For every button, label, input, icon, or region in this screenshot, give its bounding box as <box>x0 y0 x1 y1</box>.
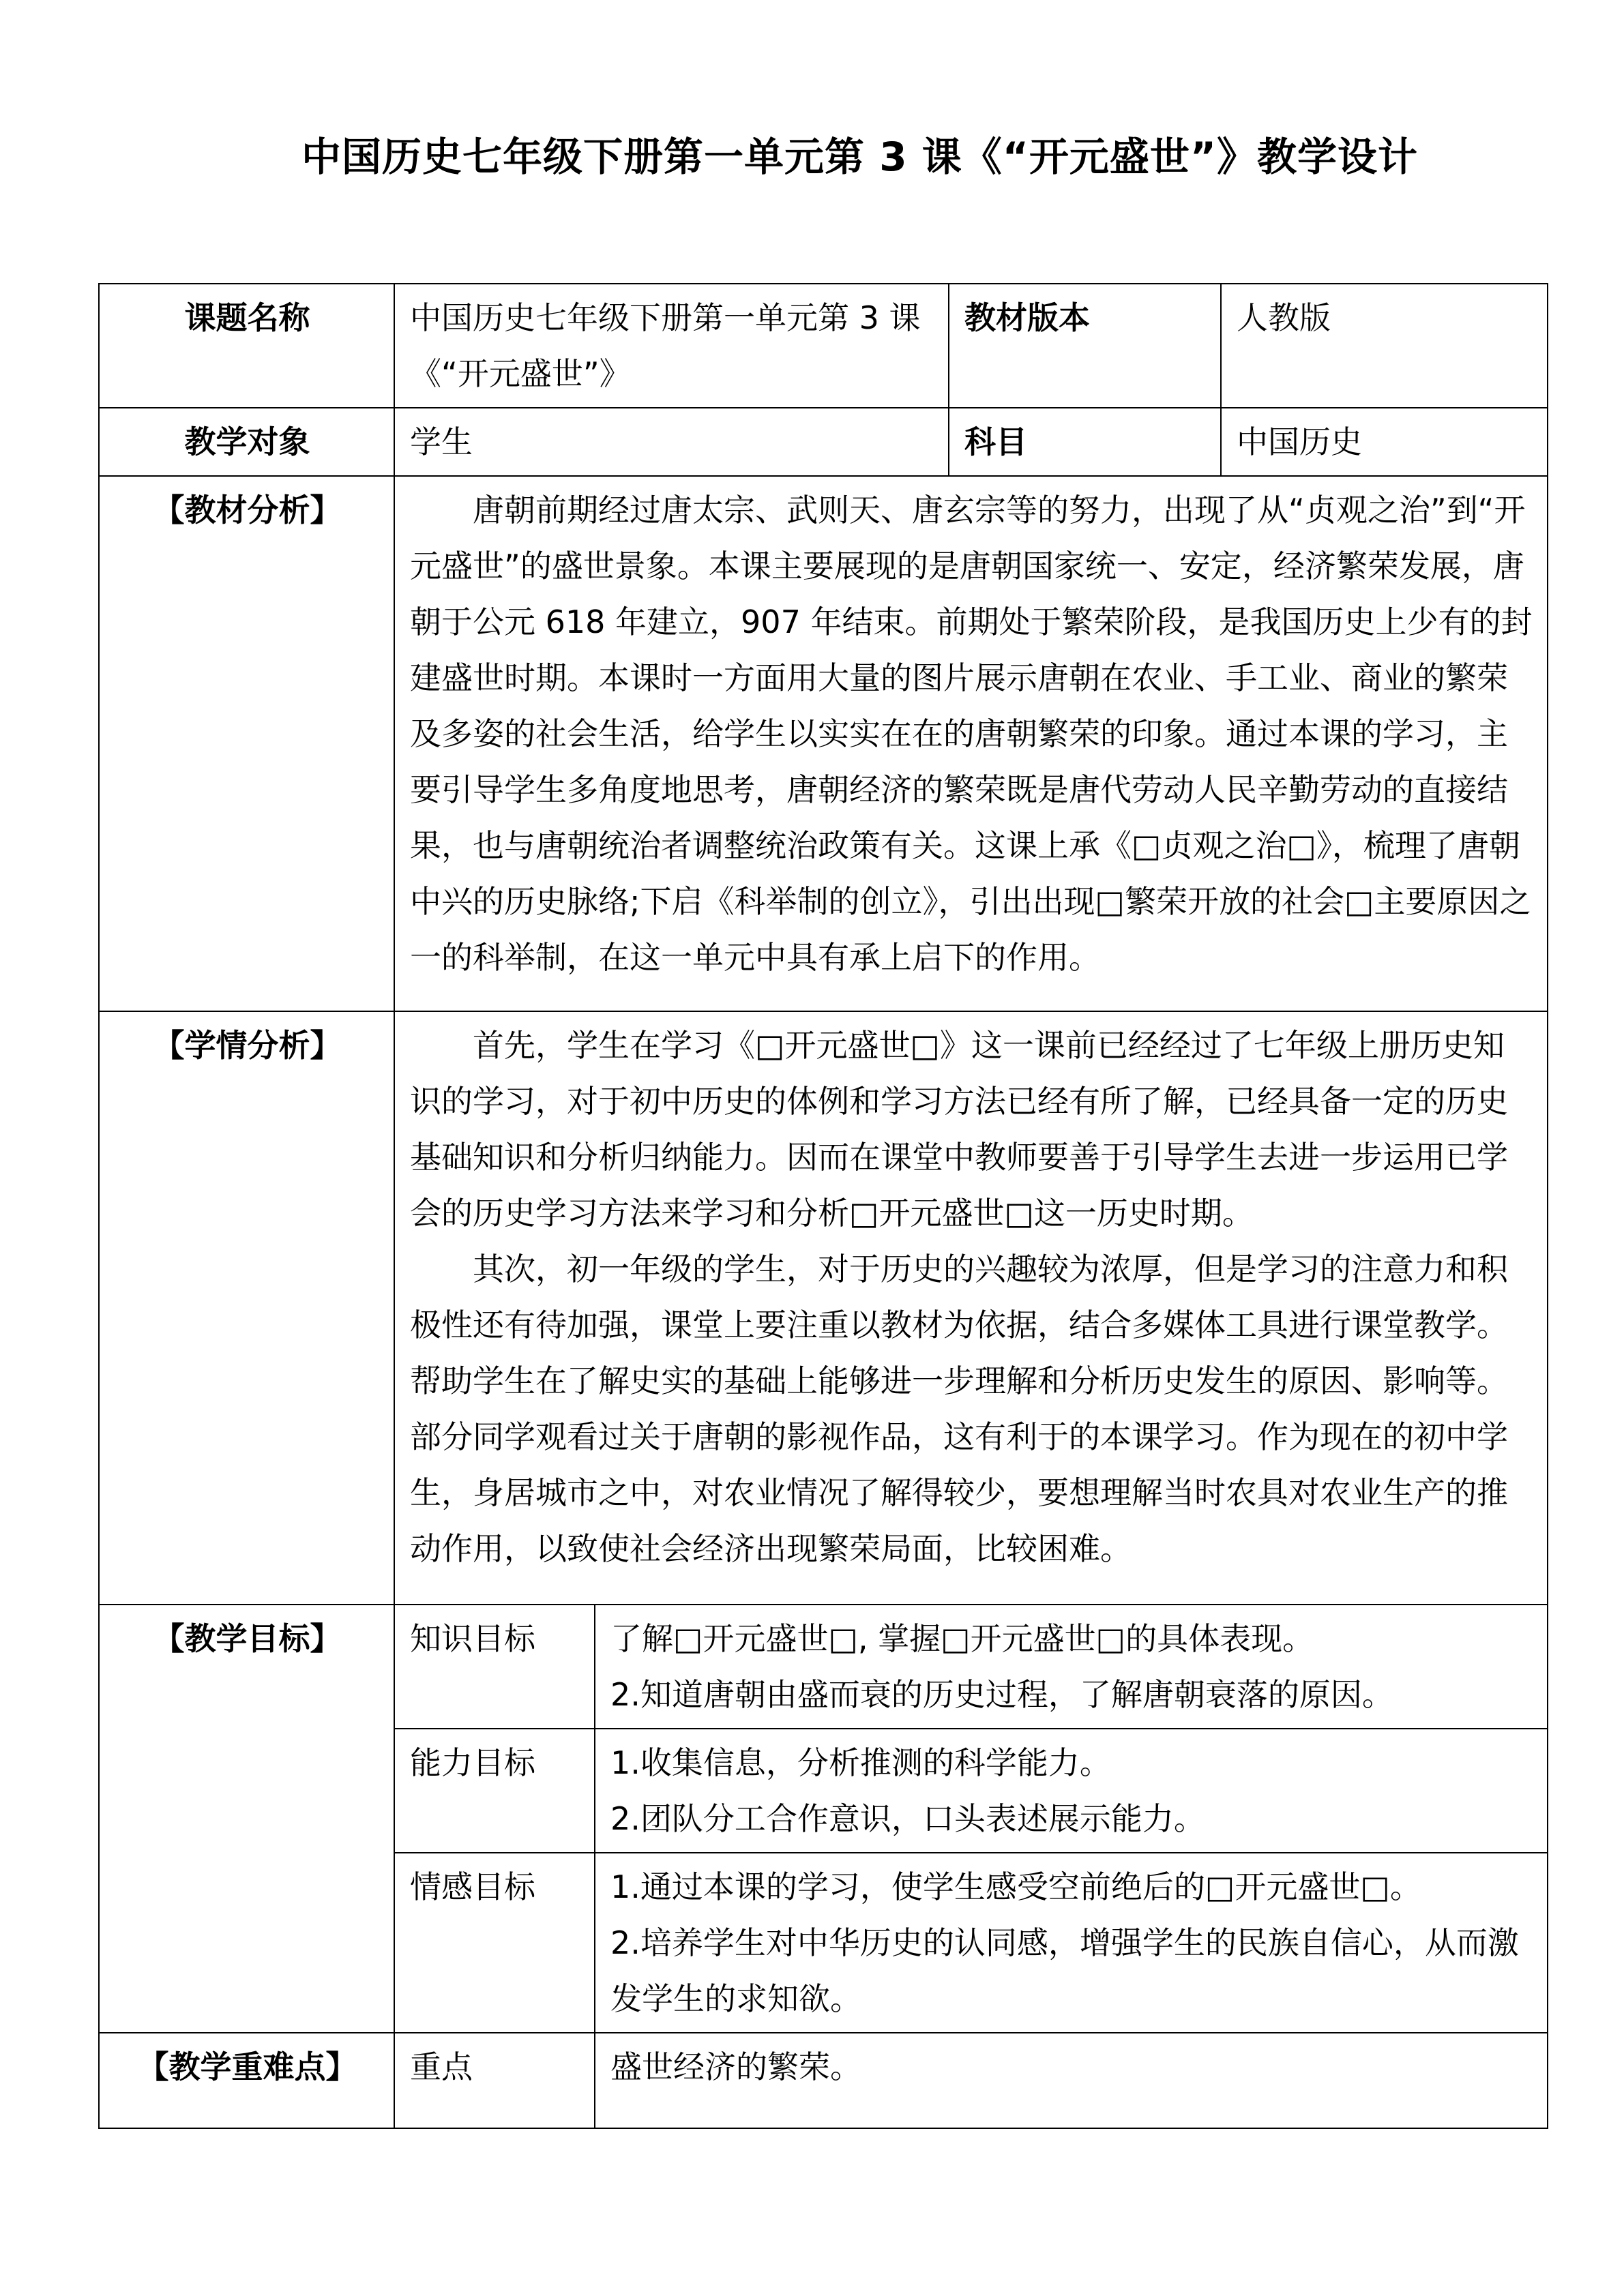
row-teaching-target <box>99 408 1548 476</box>
label-knowledge-objective: 知识目标 <box>394 1605 595 1729</box>
row-key-points <box>99 2033 1548 2128</box>
emotion-objective-line-1: 1.通过本课的学习，使学生感受空前绝后的□开元盛世□。 <box>610 1868 1421 1905</box>
lesson-plan-table <box>98 283 1548 2129</box>
label-materials-analysis: 【教材分析】 <box>99 476 394 1011</box>
row-student-analysis <box>99 1011 1548 1605</box>
knowledge-objective-cell <box>595 1605 1548 1729</box>
materials-analysis-text: 唐朝前期经过唐太宗、武则天、唐玄宗等的努力，出现了从“贞观之治”到“开元盛世”的盛世景象。本课主要展现的是唐朝国家统一、安定，经济繁荣发展，唐朝于公元 618 年建立，907 年结束。前期处于繁荣阶段，是我国历史上少有的封建盛世时期。本课时一方面用大量的图片展示唐朝在农业、手工业、商业的繁荣及多姿的社会生活，给学生以实实在在的唐朝繁荣的印象。通过本课的学习，主要引导学生多角度地思考，唐朝经济的繁荣既是唐代劳动人民辛勤劳动的直接结果，也与唐朝统治者调整统治政策有关。这课上承《□贞观之治□》，梳理了唐朝中兴的历史脉络;下启《科举制的创立》，引出出现□繁荣开放的社会□主要原因之一的科举制，在这一单元中具有承上启下的作用。 <box>410 492 1533 976</box>
knowledge-objective-line-1: 了解□开元盛世□, 掌握□开元盛世□的具体表现。 <box>610 1620 1314 1657</box>
label-key-point: 重点 <box>394 2033 595 2128</box>
emotion-objective-line-2: 2.培养学生对中华历史的认同感，增强学生的民族自信心，从而激发学生的求知欲。 <box>610 1924 1519 2017</box>
ability-objective-cell <box>595 1729 1548 1853</box>
label-course-name: 课题名称 <box>99 284 394 408</box>
value-teaching-target: 学生 <box>394 408 949 476</box>
value-course-name: 中国历史七年级下册第一单元第 3 课《“开元盛世”》 <box>394 284 949 408</box>
row-course-name <box>99 284 1548 408</box>
label-textbook-version: 教材版本 <box>949 284 1221 408</box>
ability-objective-line-2: 2.团队分工合作意识，口头表述展示能力。 <box>610 1800 1205 1837</box>
student-analysis-para-1: 首先，学生在学习《□开元盛世□》这一课前已经经过了七年级上册历史知识的学习，对于初中历史的体例和学习方法已经有所了解，已经具备一定的历史基础知识和分析归纳能力。因而在课堂中教师要善于引导学生去进一步运用已学会的历史学习方法来学习和分析□开元盛世□这一历史时期。 <box>410 1027 1508 1232</box>
label-ability-objective: 能力目标 <box>394 1729 595 1853</box>
knowledge-objective-line-2: 2.知道唐朝由盛而衰的历史过程，了解唐朝衰落的原因。 <box>610 1676 1393 1713</box>
key-point-text: 盛世经济的繁荣。 <box>595 2033 1548 2128</box>
value-subject: 中国历史 <box>1221 408 1548 476</box>
label-key-points: 【教学重难点】 <box>99 2033 394 2128</box>
student-analysis-cell <box>394 1011 1548 1605</box>
ability-objective-line-1: 1.收集信息，分析推测的科学能力。 <box>610 1744 1111 1781</box>
label-emotion-objective: 情感目标 <box>394 1853 595 2033</box>
row-objective-knowledge <box>99 1605 1548 1729</box>
label-teaching-objectives: 【教学目标】 <box>99 1605 394 2033</box>
emotion-objective-cell <box>595 1853 1548 2033</box>
value-textbook-version: 人教版 <box>1221 284 1548 408</box>
student-analysis-para-2: 其次，初一年级的学生，对于历史的兴趣较为浓厚，但是学习的注意力和积极性还有待加强，课堂上要注重以教材为依据，结合多媒体工具进行课堂教学。帮助学生在了解史实的基础上能够进一步理解和分析历史发生的原因、影响等。 部分同学观看过关于唐朝的影视作品，这有利于的本课学习。作为现在的初中学生，身居城市之中，对农业情况了解得较少，要想理解当时农具对农业生产的推动作用，以致使社会经济出现繁荣局面，比较困难。 <box>410 1251 1508 1567</box>
label-subject: 科目 <box>949 408 1221 476</box>
label-teaching-target: 教学对象 <box>99 408 394 476</box>
label-student-analysis: 【学情分析】 <box>99 1011 394 1605</box>
row-materials-analysis <box>99 476 1548 1011</box>
document-title: 中国历史七年级下册第一单元第 3 课《“开元盛世”》教学设计 <box>301 134 1418 180</box>
materials-analysis-cell <box>394 476 1548 1011</box>
